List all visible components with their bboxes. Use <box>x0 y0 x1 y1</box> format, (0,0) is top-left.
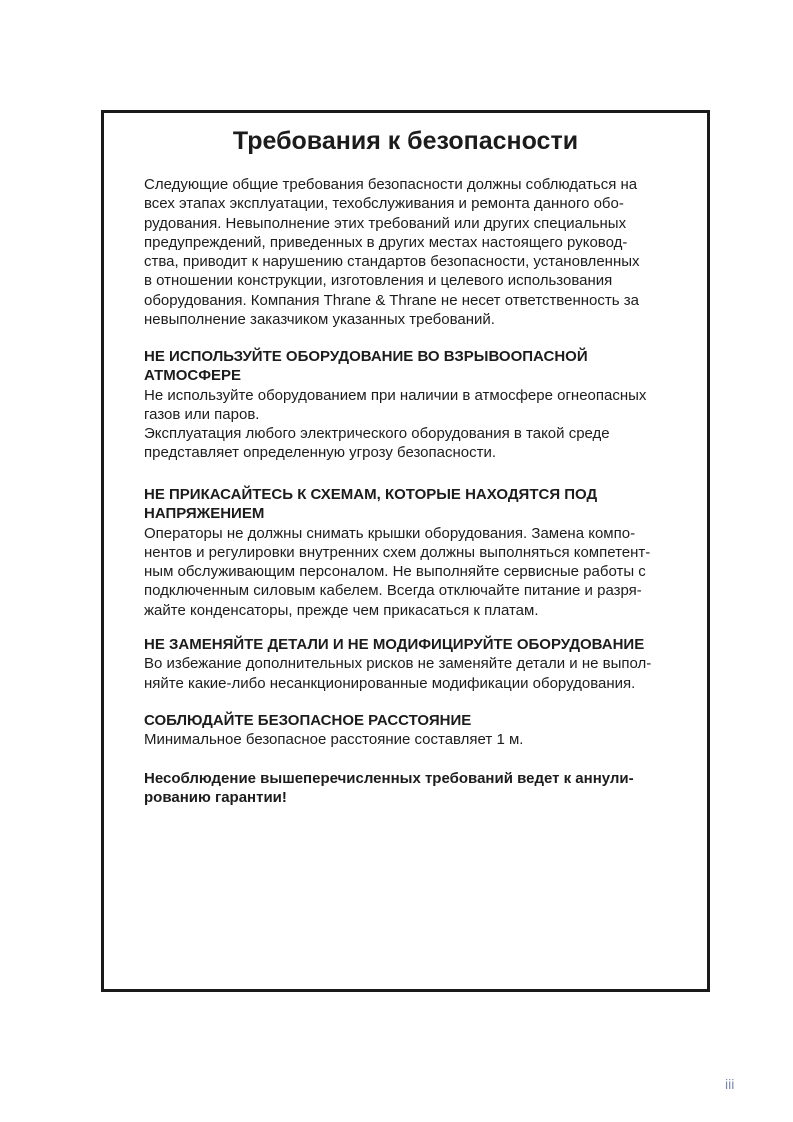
section-heading: АТМОСФЕРЕ <box>144 367 242 385</box>
section-body-line: Минимальное безопасное расстояние составляет 1 м. <box>144 731 524 749</box>
intro-line: ства, приводит к нарушению стандартов безопасности, установленных <box>144 253 640 271</box>
section-heading: НЕ ИСПОЛЬЗУЙТЕ ОБОРУДОВАНИЕ ВО ВЗРЫВООПАСНОЙ <box>144 348 588 365</box>
section-heading: НЕ ПРИКАСАЙТЕСЬ К СХЕМАМ, КОТОРЫЕ НАХОДЯТСЯ ПОД <box>144 486 598 503</box>
intro-line: рудования. Невыполнение этих требований или других специальных <box>144 214 627 232</box>
page-title: Требования к безопасности <box>232 127 579 155</box>
section-live-circuits <box>144 485 684 620</box>
intro-line: Следующие общие требования безопасности должны соблюдаться на <box>144 176 638 193</box>
section-body-line: Не используйте оборудованием при наличии в атмосфере огнеопасных <box>144 386 647 404</box>
section-safe-distance <box>144 711 684 750</box>
safety-frame <box>101 110 710 992</box>
warning-line: рованию гарантии! <box>144 789 287 807</box>
section-body-line: Эксплуатация любого электрического оборудования в такой среде <box>144 425 610 443</box>
section-heading: НЕ ЗАМЕНЯЙТЕ ДЕТАЛИ И НЕ МОДИФИЦИРУЙТЕ ОБОРУДОВАНИЕ <box>144 636 645 653</box>
section-body-line: нентов и регулировки внутренних схем должны выполняться компетент- <box>144 543 651 561</box>
section-body-line: Во избежание дополнительных рисков не заменяйте детали и не выпол- <box>144 655 652 673</box>
section-body-line: подключенным силовым кабелем. Всегда отключайте питание и разря- <box>144 582 642 600</box>
intro-line: оборудования. Компания Thrane & Thrane не несет ответственность за <box>144 291 639 309</box>
intro-line: в отношении конструкции, изготовления и целевого использования <box>144 272 613 290</box>
section-body-line: няйте какие-либо несанкционированные модификации оборудования. <box>144 674 636 692</box>
section-explosive-atmosphere <box>144 347 684 463</box>
section-body-line: представляет определенную угрозу безопасности. <box>144 444 497 462</box>
page-number: iii <box>725 1076 735 1092</box>
section-no-modification <box>144 635 684 693</box>
intro-line: невыполнение заказчиком указанных требований. <box>144 311 495 329</box>
section-body-line: Операторы не должны снимать крышки оборудования. Замена компо- <box>144 524 636 542</box>
section-body-line: ным обслуживающим персоналом. Не выполняйте сервисные работы с <box>144 563 646 581</box>
section-heading: СОБЛЮДАЙТЕ БЕЗОПАСНОЕ РАССТОЯНИЕ <box>144 712 472 729</box>
section-body-line: жайте конденсаторы, прежде чем прикасаться к платам. <box>144 601 539 619</box>
intro-line: предупреждений, приведенных в других местах настоящего руковод- <box>144 233 628 251</box>
intro-paragraph <box>144 175 680 329</box>
section-heading: НАПРЯЖЕНИЕМ <box>144 505 265 523</box>
warning-line: Несоблюдение вышеперечисленных требований ведет к аннули- <box>144 770 634 787</box>
section-body-line: газов или паров. <box>144 405 260 423</box>
intro-line: всех этапах эксплуатации, техобслуживания и ремонта данного обо- <box>144 195 624 213</box>
warranty-warning <box>144 769 684 808</box>
